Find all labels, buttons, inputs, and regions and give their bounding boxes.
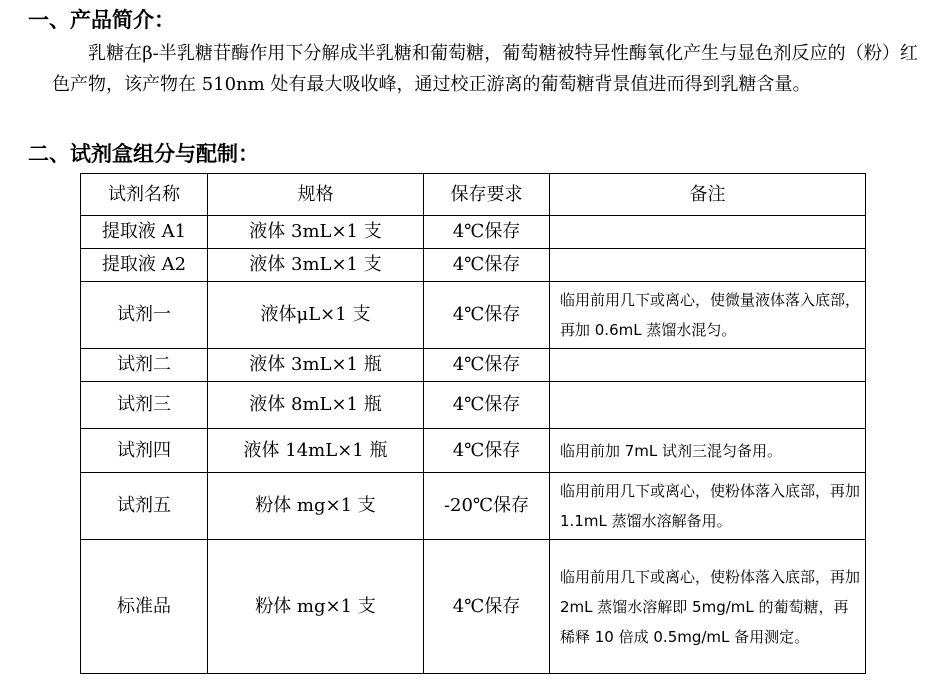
cell-spec: 液体μL×1 支	[208, 282, 424, 349]
cell-storage: 4℃保存	[424, 540, 550, 674]
cell-name: 提取液 A1	[81, 216, 208, 249]
cell-storage: 4℃保存	[424, 382, 550, 429]
cell-name: 试剂一	[81, 282, 208, 349]
cell-storage: 4℃保存	[424, 349, 550, 382]
cell-note: 临用前用几下或离心，使粉体落入底部，再加 1.1mL 蒸馏水溶解备用。	[550, 473, 866, 540]
cell-spec: 液体 3mL×1 支	[208, 216, 424, 249]
table-row	[81, 216, 866, 249]
section-heading-components: 二、试剂盒组分与配制：	[28, 142, 259, 166]
reagent-table	[80, 173, 866, 674]
cell-note	[550, 382, 866, 429]
header-reagent-name: 试剂名称	[81, 174, 208, 216]
table-row	[81, 349, 866, 382]
cell-note	[550, 349, 866, 382]
cell-name: 标准品	[81, 540, 208, 674]
cell-storage: 4℃保存	[424, 429, 550, 473]
intro-paragraph: 乳糖在β-半乳糖苷酶作用下分解成半乳糖和葡萄糖，葡萄糖被特异性酶氧化产生与显色剂反应的（粉）红色产物，该产物在 510nm 处有最大吸收峰，通过校正游离的葡萄糖背景值进而得到乳糖含量。	[52, 43, 918, 95]
header-spec: 规格	[208, 174, 424, 216]
section-heading-intro: 一、产品简介：	[28, 8, 175, 32]
cell-spec: 液体 3mL×1 瓶	[208, 349, 424, 382]
table-row	[81, 429, 866, 473]
cell-spec: 液体 8mL×1 瓶	[208, 382, 424, 429]
cell-spec: 粉体 mg×1 支	[208, 473, 424, 540]
cell-spec: 液体 3mL×1 支	[208, 249, 424, 282]
cell-storage: 4℃保存	[424, 216, 550, 249]
cell-note: 临用前用几下或离心，使微量液体落入底部，再加 0.6mL 蒸馏水混匀。	[550, 282, 866, 349]
table-header-row	[81, 174, 866, 216]
table-row	[81, 382, 866, 429]
cell-storage: -20℃保存	[424, 473, 550, 540]
cell-name: 试剂五	[81, 473, 208, 540]
header-storage: 保存要求	[424, 174, 550, 216]
cell-note	[550, 216, 866, 249]
cell-note: 临用前加 7mL 试剂三混匀备用。	[550, 429, 866, 473]
cell-name: 试剂二	[81, 349, 208, 382]
cell-spec: 液体 14mL×1 瓶	[208, 429, 424, 473]
header-notes: 备注	[550, 174, 866, 216]
cell-storage: 4℃保存	[424, 282, 550, 349]
table-row	[81, 540, 866, 674]
cell-name: 试剂三	[81, 382, 208, 429]
table-row	[81, 282, 866, 349]
table-row	[81, 473, 866, 540]
cell-spec: 粉体 mg×1 支	[208, 540, 424, 674]
table-row	[81, 249, 866, 282]
cell-note	[550, 249, 866, 282]
cell-name: 提取液 A2	[81, 249, 208, 282]
cell-name: 试剂四	[81, 429, 208, 473]
cell-storage: 4℃保存	[424, 249, 550, 282]
cell-note: 临用前用几下或离心，使粉体落入底部，再加 2mL 蒸馏水溶解即 5mg/mL 的葡萄糖，再稀释 10 倍成 0.5mg/mL 备用测定。	[550, 540, 866, 674]
